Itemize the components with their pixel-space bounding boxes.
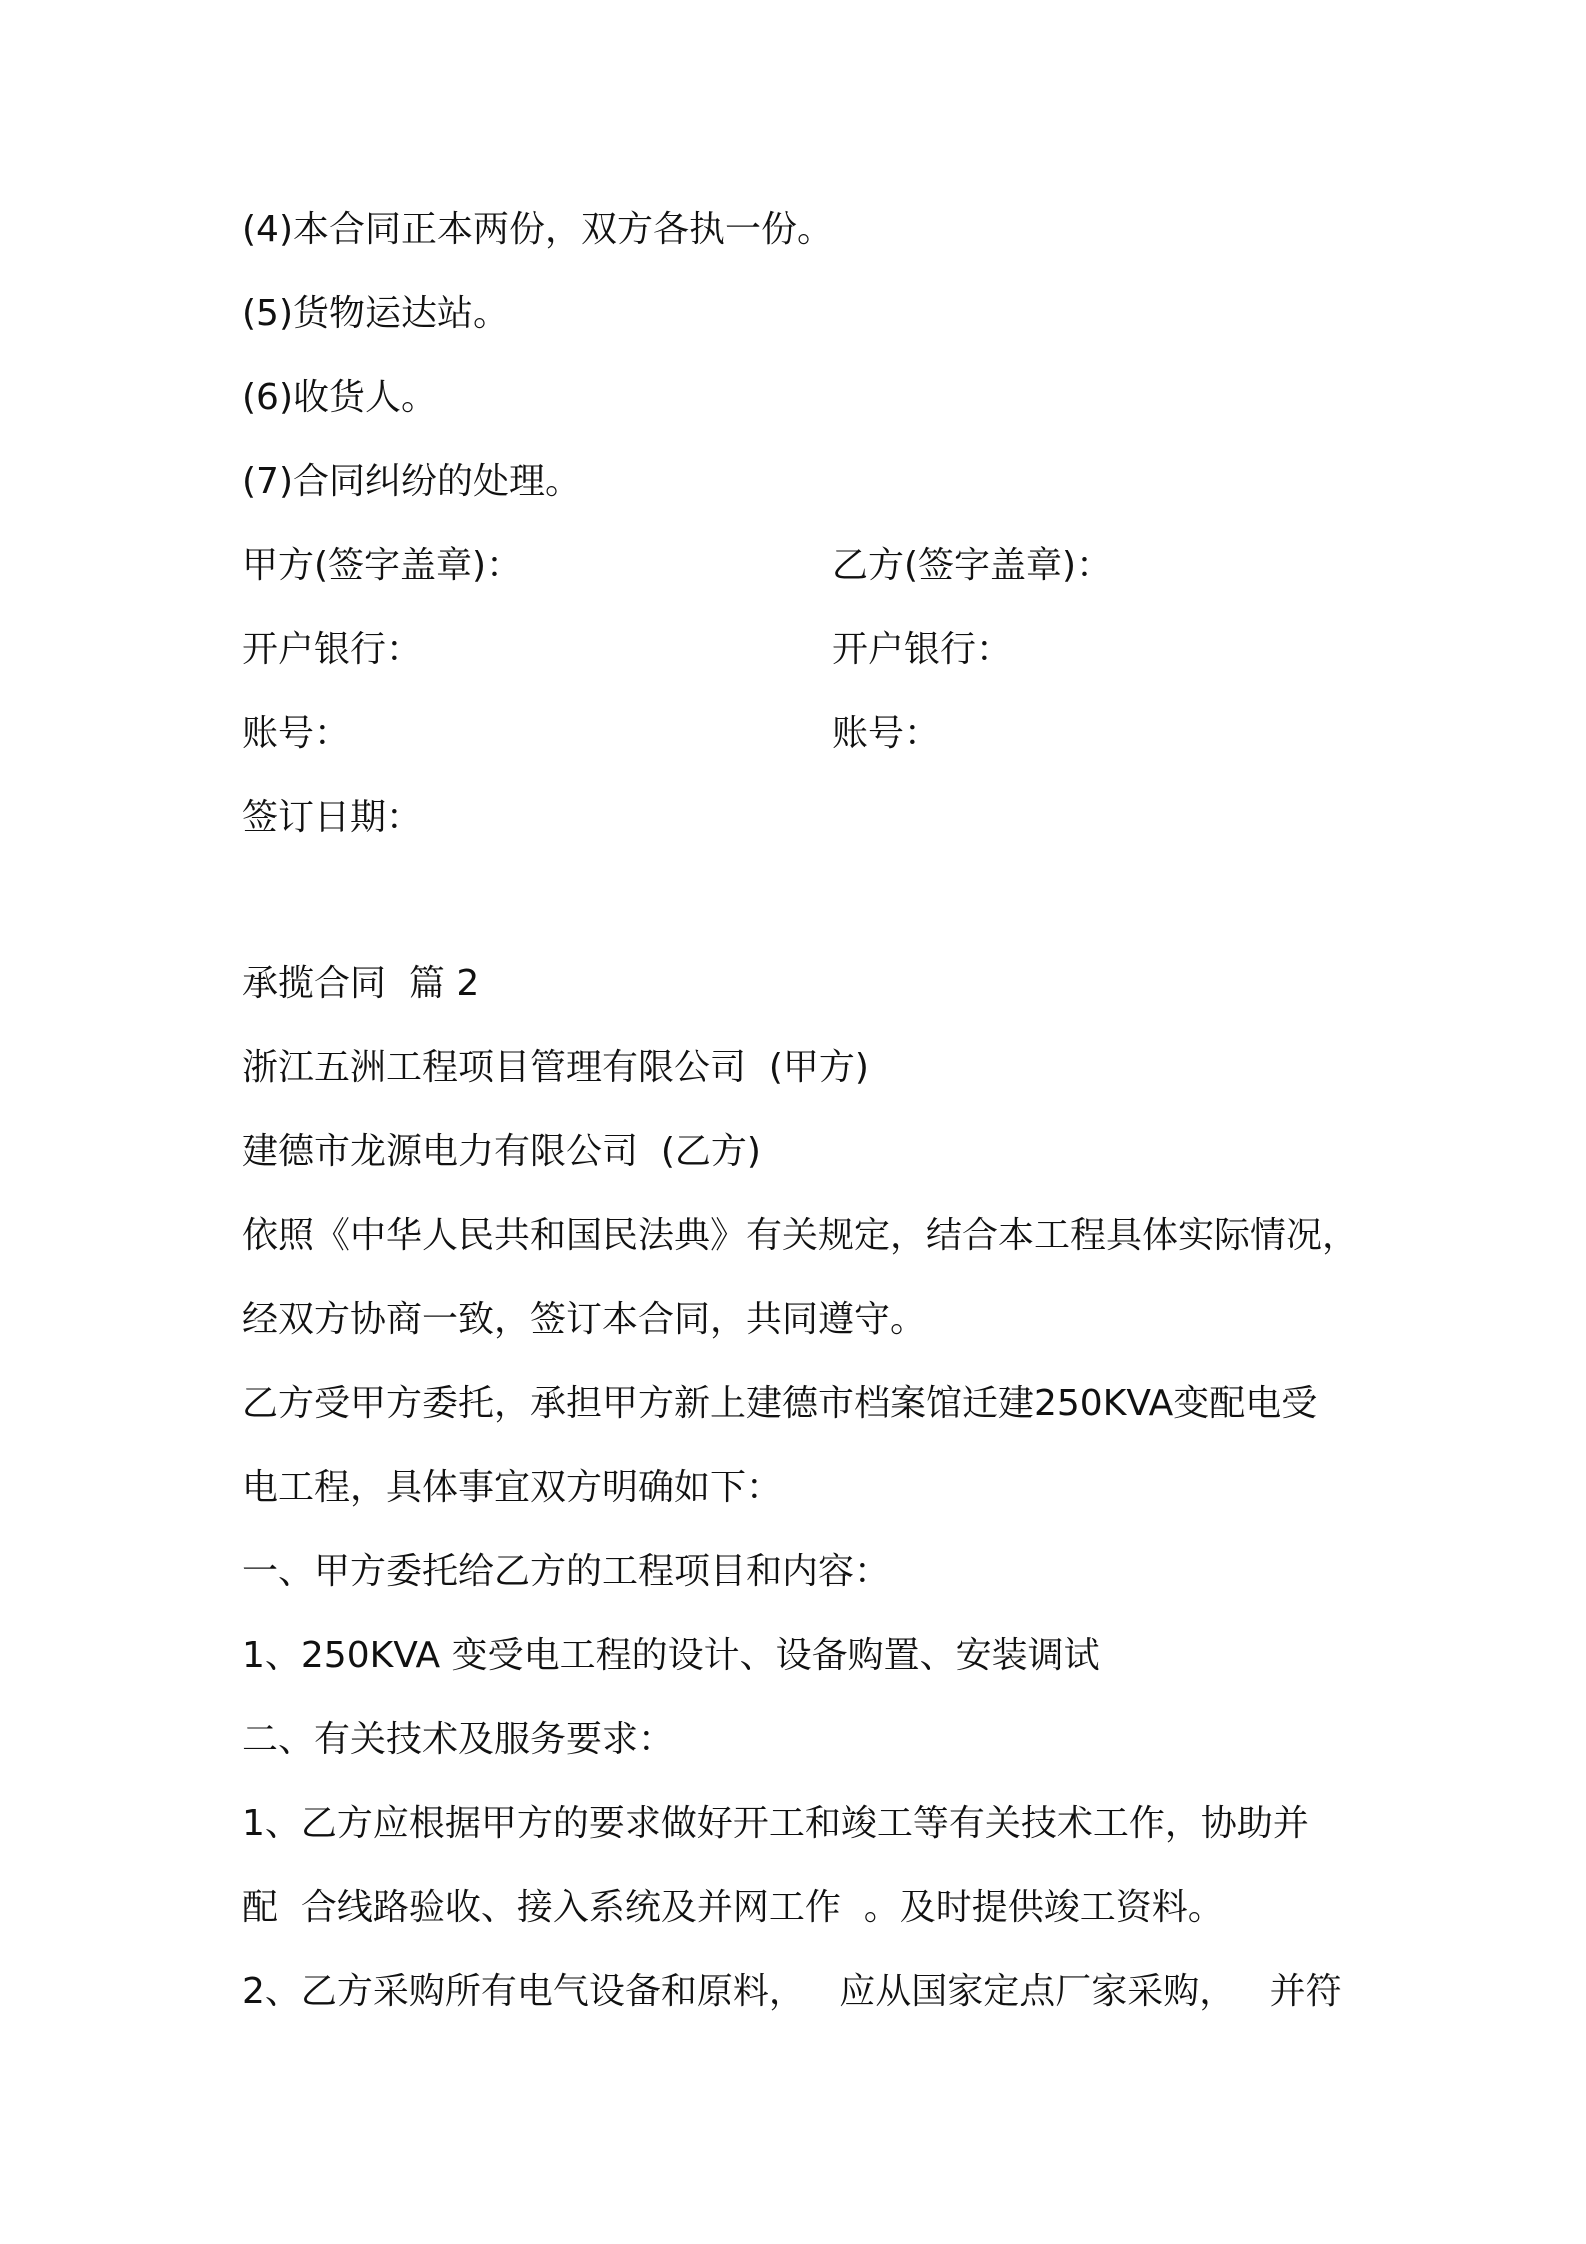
entrust-line-1: 乙方受甲方委托，承担甲方新上建德市档案馆迁建250KVA变配电受 [242, 1383, 1318, 1424]
party-a-name: 浙江五洲工程项目管理有限公司 (甲方) [242, 1047, 869, 1088]
clause-5: (5)货物运达站。 [242, 293, 509, 334]
item2-point-2-line-1: 2、乙方采购所有电气设备和原料， 应从国家定点厂家采购， 并符 [242, 1971, 1342, 2012]
preamble-line-1: 依照《中华人民共和国民法典》有关规定，结合本工程具体实际情况， [242, 1215, 1359, 1256]
sign-date-label: 签订日期： [242, 797, 423, 838]
item2-heading: 二、有关技术及服务要求： [242, 1719, 675, 1760]
item2-point-1-line-1: 1、乙方应根据甲方的要求做好开工和竣工等有关技术工作，协助并 [242, 1803, 1309, 1844]
item1-heading: 一、甲方委托给乙方的工程项目和内容： [242, 1551, 891, 1592]
item2-point-1-line-2: 配 合线路验收、接入系统及并网工作 。及时提供竣工资料。 [242, 1887, 1224, 1928]
party-a-seal-label: 甲方(签字盖章)： [242, 545, 523, 586]
item1-point-1: 1、250KVA 变受电工程的设计、设备购置、安装调试 [242, 1635, 1100, 1676]
party-b-name: 建德市龙源电力有限公司 (乙方) [242, 1131, 761, 1172]
party-b-account-label: 账号： [832, 713, 941, 754]
entrust-line-2: 电工程，具体事宜双方明确如下： [242, 1467, 783, 1508]
section-heading: 承揽合同 篇 2 [242, 963, 480, 1004]
preamble-line-2: 经双方协商一致，签订本合同，共同遵守。 [242, 1299, 927, 1340]
party-a-bank-label: 开户银行： [242, 629, 423, 670]
clause-4: (4)本合同正本两份，双方各执一份。 [242, 209, 833, 250]
clause-7: (7)合同纠纷的处理。 [242, 461, 581, 502]
party-b-seal-label: 乙方(签字盖章)： [832, 545, 1113, 586]
party-a-account-label: 账号： [242, 713, 351, 754]
party-b-bank-label: 开户银行： [832, 629, 1013, 670]
clause-6: (6)收货人。 [242, 377, 437, 418]
